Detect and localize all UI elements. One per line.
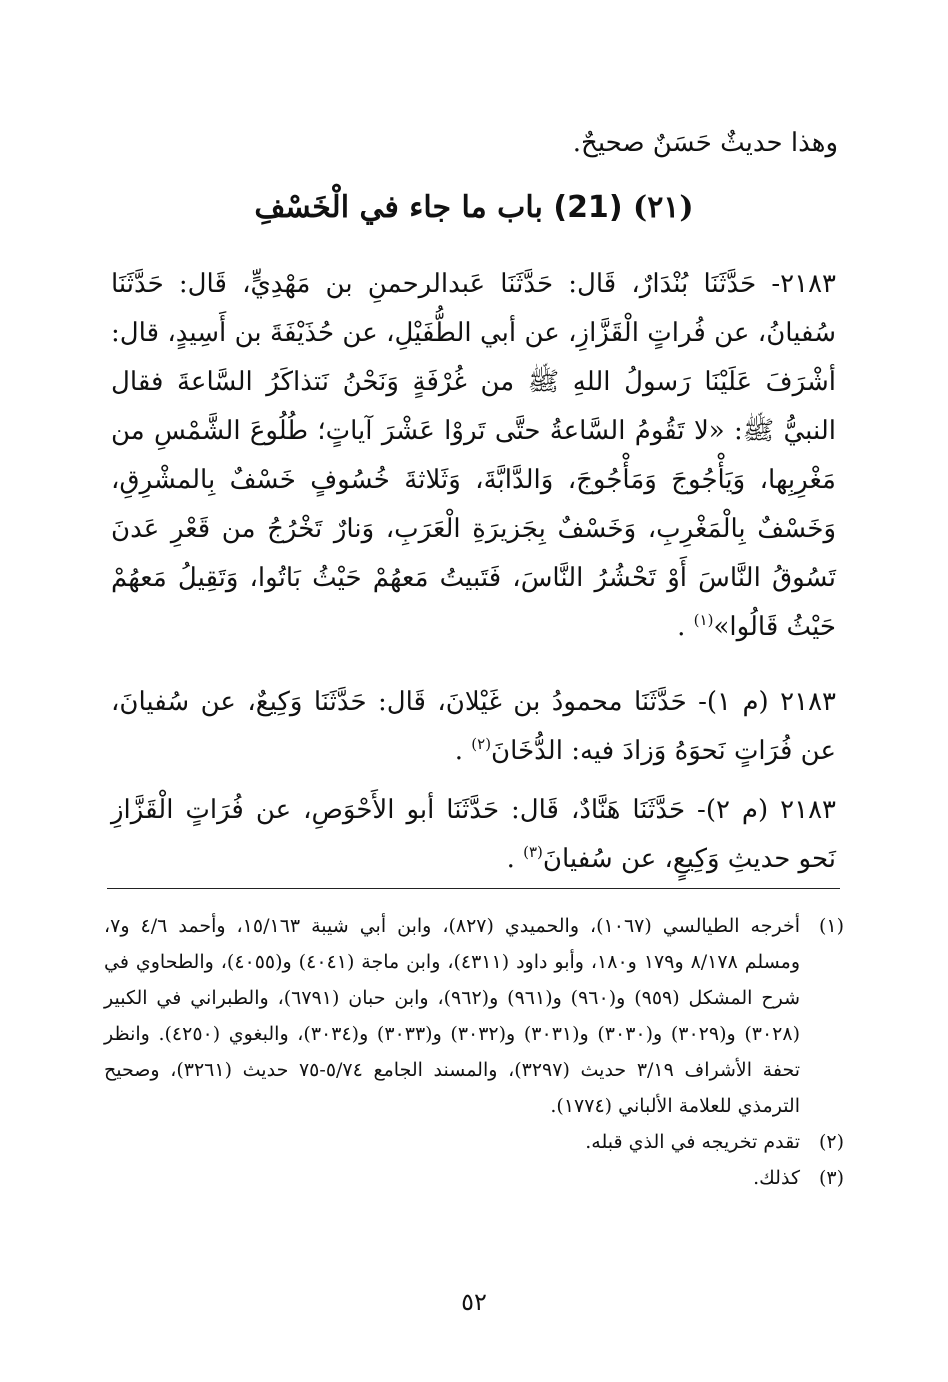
footnotes <box>104 908 844 1196</box>
footnote-number: (٣) <box>818 1167 844 1189</box>
hadith-paragraph <box>111 678 836 779</box>
footnote-item <box>104 1160 844 1196</box>
footnote-item <box>104 1124 844 1160</box>
footnote-text: تقدم تخريجه في الذي قبله. <box>585 1131 800 1153</box>
page-number: ٥٢ <box>461 1288 487 1316</box>
footnote-text: كذلك. <box>753 1167 800 1189</box>
footnote-item <box>104 908 844 1124</box>
hadith-end: . <box>506 844 515 874</box>
hadith-paragraph <box>111 260 836 655</box>
chapter-heading <box>0 190 948 225</box>
footnote-ref: (٢) <box>471 735 492 753</box>
hadith-end: . <box>454 736 463 766</box>
hadith-text: ٢١٨٣- حَدَّثَنَا بُنْدَارٌ، قَال: حَدَّثَنَا عَبدالرحمنِ بن مَهْدِيٍّ، قَال: حَدَّثَنَا سُفيانُ، عن فُراتٍ الْقَزَّازِ، عن أبي الطُّفَيْلِ، عن حُذَيْفَةَ بن أَسِيدٍ، قال: أشْرَفَ عَلَيْنَا رَسولُ اللهِ ﷺ من غُرْفَةٍ وَنَحْنُ نَتذاكَرُ السَّاعةَ فقال النبيُّ ﷺ: «لا تَقُومُ السَّاعةُ حتَّى تَروْا عَشْرَ آياتٍ؛ طُلُوعَ الشَّمْسِ من مَغْرِبِها، وَيَأْجُوجَ وَمَأْجُوجَ، وَالدَّابَّةَ، وَثَلاثةَ خُسُوفٍ خَسْفٌ بِالمشْرِقِ، وَخَسْفٌ بِالْمَغْرِبِ، وَخَسْفٌ بِجَزيرَةِ الْعَرَبِ، وَنارٌ تَخْرُجُ من قَعْرِ عَدنَ تَسُوقُ النَّاسَ أَوْ تَحْشُرُ النَّاسَ، فَتَبيتُ مَعهُمْ حَيْثُ بَاتُوا، وَتَقِيلُ مَعهُمْ حَيْثُ قَالُوا» <box>111 269 836 642</box>
hadith-text: ٢١٨٣ (م ٢)- حَدَّثَنَا هَنَّادٌ، قَال: حَدَّثَنَا أبو الأَحْوَصِ، عن فُرَاتٍ الْقَزَّازِ نَحو حديثِ وَكِيعٍ، عن سُفيانَ <box>111 795 836 874</box>
chapter-number-boxed: (21) <box>553 190 623 225</box>
hadith-paragraph <box>111 786 836 887</box>
footnote-number: (١) <box>818 915 844 937</box>
intro-line: وهذا حديثٌ حَسَنٌ صحيحٌ. <box>572 128 838 158</box>
hadith-text: ٢١٨٣ (م ١)- حَدَّثَنَا محمودُ بن غَيْلانَ، قَال: حَدَّثَنَا وَكِيعٌ، عن سُفيانَ، عن فُرَاتٍ نَحوَهُ وَزادَ فيه: الدُّخَانَ <box>111 687 836 766</box>
chapter-title: باب ما جاء في الْخَسْفِ <box>254 190 543 225</box>
chapter-number-arabic: (٢١) <box>632 190 694 225</box>
hadith-end: . <box>677 612 686 642</box>
footnote-number: (٢) <box>818 1131 844 1153</box>
footnote-ref: (١) <box>693 611 714 629</box>
footnote-divider <box>107 888 840 889</box>
footnote-text: أخرجه الطيالسي (١٠٦٧)، والحميدي (٨٢٧)، وابن أبي شيبة ١٥/١٦٣، وأحمد ٤/٦ و٧، ومسلم ٨/١٧٨ و١٧٩ و١٨٠، وأبو داود (٤٣١١)، وابن ماجة (٤٠٤١) و(٤٠٥٥)، والطحاوي في شرح المشكل (٩٥٩) و(٩٦٠) و(٩٦١) و(٩٦٢)، وابن حبان (٦٧٩١)، والطبراني في الكبير (٣٠٢٨) و(٣٠٢٩) و(٣٠٣٠) و(٣٠٣١) و(٣٠٣٢) و(٣٠٣٣) و(٣٠٣٤)، والبغوي (٤٢٥٠). وانظر تحفة الأشراف ٣/١٩ حديث (٣٢٩٧)، والمسند الجامع ٥/٧٤-٧٥ حديث (٣٢٦١)، وصحيح الترمذي للعلامة الألباني (١٧٧٤). <box>104 915 801 1117</box>
footnote-ref: (٣) <box>523 843 543 861</box>
